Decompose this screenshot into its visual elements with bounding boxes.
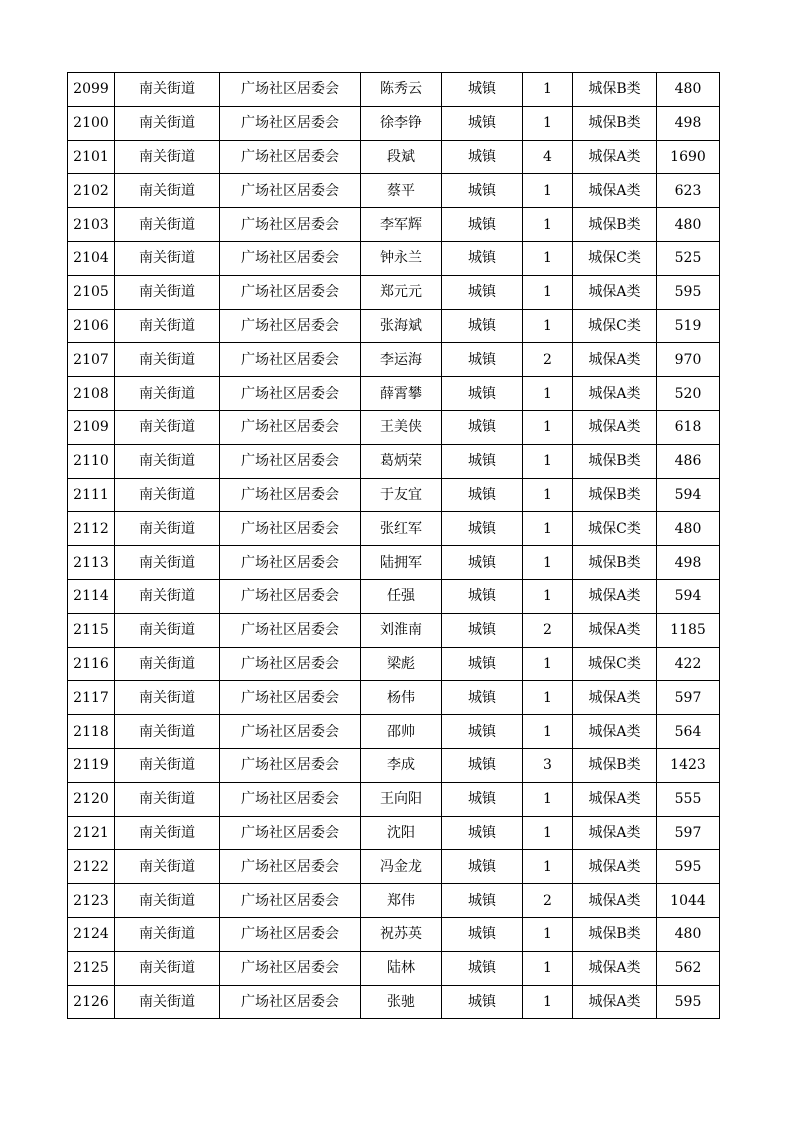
community-cell: 广场社区居委会 bbox=[220, 748, 361, 782]
community-cell: 广场社区居委会 bbox=[220, 140, 361, 174]
street-cell: 南关街道 bbox=[115, 275, 220, 309]
amount-cell: 520 bbox=[657, 377, 720, 411]
name-cell: 葛炳荣 bbox=[361, 444, 442, 478]
street-cell: 南关街道 bbox=[115, 985, 220, 1019]
household-count-cell: 1 bbox=[523, 309, 573, 343]
name-cell: 邵帅 bbox=[361, 715, 442, 749]
area-type-cell: 城镇 bbox=[442, 241, 523, 275]
community-cell: 广场社区居委会 bbox=[220, 275, 361, 309]
name-cell: 蔡平 bbox=[361, 174, 442, 208]
category-cell: 城保B类 bbox=[573, 478, 657, 512]
serial-cell: 2109 bbox=[68, 410, 115, 444]
name-cell: 陈秀云 bbox=[361, 73, 442, 107]
household-count-cell: 1 bbox=[523, 951, 573, 985]
household-count-cell: 1 bbox=[523, 444, 573, 478]
community-cell: 广场社区居委会 bbox=[220, 816, 361, 850]
area-type-cell: 城镇 bbox=[442, 850, 523, 884]
table-body bbox=[68, 73, 720, 1019]
amount-cell: 480 bbox=[657, 73, 720, 107]
category-cell: 城保A类 bbox=[573, 140, 657, 174]
street-cell: 南关街道 bbox=[115, 748, 220, 782]
category-cell: 城保A类 bbox=[573, 410, 657, 444]
community-cell: 广场社区居委会 bbox=[220, 850, 361, 884]
serial-cell: 2125 bbox=[68, 951, 115, 985]
category-cell: 城保A类 bbox=[573, 850, 657, 884]
area-type-cell: 城镇 bbox=[442, 613, 523, 647]
table-row bbox=[68, 917, 720, 951]
area-type-cell: 城镇 bbox=[442, 782, 523, 816]
household-count-cell: 1 bbox=[523, 275, 573, 309]
street-cell: 南关街道 bbox=[115, 715, 220, 749]
serial-cell: 2116 bbox=[68, 647, 115, 681]
street-cell: 南关街道 bbox=[115, 951, 220, 985]
table-row bbox=[68, 241, 720, 275]
area-type-cell: 城镇 bbox=[442, 73, 523, 107]
amount-cell: 480 bbox=[657, 512, 720, 546]
category-cell: 城保B类 bbox=[573, 208, 657, 242]
name-cell: 冯金龙 bbox=[361, 850, 442, 884]
community-cell: 广场社区居委会 bbox=[220, 377, 361, 411]
table-row bbox=[68, 275, 720, 309]
area-type-cell: 城镇 bbox=[442, 275, 523, 309]
name-cell: 沈阳 bbox=[361, 816, 442, 850]
serial-cell: 2121 bbox=[68, 816, 115, 850]
area-type-cell: 城镇 bbox=[442, 546, 523, 580]
street-cell: 南关街道 bbox=[115, 174, 220, 208]
area-type-cell: 城镇 bbox=[442, 410, 523, 444]
amount-cell: 594 bbox=[657, 579, 720, 613]
name-cell: 张驰 bbox=[361, 985, 442, 1019]
community-cell: 广场社区居委会 bbox=[220, 410, 361, 444]
category-cell: 城保A类 bbox=[573, 782, 657, 816]
amount-cell: 564 bbox=[657, 715, 720, 749]
area-type-cell: 城镇 bbox=[442, 512, 523, 546]
amount-cell: 525 bbox=[657, 241, 720, 275]
amount-cell: 498 bbox=[657, 106, 720, 140]
community-cell: 广场社区居委会 bbox=[220, 579, 361, 613]
category-cell: 城保A类 bbox=[573, 951, 657, 985]
category-cell: 城保A类 bbox=[573, 275, 657, 309]
amount-cell: 595 bbox=[657, 275, 720, 309]
household-count-cell: 1 bbox=[523, 816, 573, 850]
table-row bbox=[68, 444, 720, 478]
serial-cell: 2100 bbox=[68, 106, 115, 140]
serial-cell: 2123 bbox=[68, 884, 115, 918]
area-type-cell: 城镇 bbox=[442, 951, 523, 985]
amount-cell: 562 bbox=[657, 951, 720, 985]
street-cell: 南关街道 bbox=[115, 73, 220, 107]
name-cell: 祝苏英 bbox=[361, 917, 442, 951]
table-row bbox=[68, 410, 720, 444]
category-cell: 城保A类 bbox=[573, 174, 657, 208]
table-row bbox=[68, 985, 720, 1019]
area-type-cell: 城镇 bbox=[442, 208, 523, 242]
community-cell: 广场社区居委会 bbox=[220, 917, 361, 951]
street-cell: 南关街道 bbox=[115, 816, 220, 850]
serial-cell: 2099 bbox=[68, 73, 115, 107]
street-cell: 南关街道 bbox=[115, 647, 220, 681]
community-cell: 广场社区居委会 bbox=[220, 647, 361, 681]
serial-cell: 2124 bbox=[68, 917, 115, 951]
community-cell: 广场社区居委会 bbox=[220, 478, 361, 512]
community-cell: 广场社区居委会 bbox=[220, 715, 361, 749]
table-row bbox=[68, 748, 720, 782]
amount-cell: 594 bbox=[657, 478, 720, 512]
amount-cell: 555 bbox=[657, 782, 720, 816]
area-type-cell: 城镇 bbox=[442, 681, 523, 715]
area-type-cell: 城镇 bbox=[442, 715, 523, 749]
serial-cell: 2114 bbox=[68, 579, 115, 613]
category-cell: 城保C类 bbox=[573, 241, 657, 275]
table-row bbox=[68, 613, 720, 647]
street-cell: 南关街道 bbox=[115, 377, 220, 411]
area-type-cell: 城镇 bbox=[442, 309, 523, 343]
serial-cell: 2112 bbox=[68, 512, 115, 546]
amount-cell: 970 bbox=[657, 343, 720, 377]
serial-cell: 2110 bbox=[68, 444, 115, 478]
category-cell: 城保A类 bbox=[573, 377, 657, 411]
category-cell: 城保B类 bbox=[573, 444, 657, 478]
serial-cell: 2108 bbox=[68, 377, 115, 411]
category-cell: 城保B类 bbox=[573, 73, 657, 107]
table-row bbox=[68, 343, 720, 377]
table-row bbox=[68, 850, 720, 884]
table-row bbox=[68, 579, 720, 613]
community-cell: 广场社区居委会 bbox=[220, 613, 361, 647]
table-row bbox=[68, 174, 720, 208]
household-count-cell: 1 bbox=[523, 681, 573, 715]
area-type-cell: 城镇 bbox=[442, 647, 523, 681]
name-cell: 钟永兰 bbox=[361, 241, 442, 275]
household-count-cell: 3 bbox=[523, 748, 573, 782]
street-cell: 南关街道 bbox=[115, 478, 220, 512]
area-type-cell: 城镇 bbox=[442, 478, 523, 512]
street-cell: 南关街道 bbox=[115, 850, 220, 884]
table-row bbox=[68, 377, 720, 411]
table-row bbox=[68, 681, 720, 715]
household-count-cell: 1 bbox=[523, 647, 573, 681]
street-cell: 南关街道 bbox=[115, 410, 220, 444]
amount-cell: 486 bbox=[657, 444, 720, 478]
household-count-cell: 1 bbox=[523, 478, 573, 512]
table-row bbox=[68, 73, 720, 107]
serial-cell: 2107 bbox=[68, 343, 115, 377]
amount-cell: 422 bbox=[657, 647, 720, 681]
amount-cell: 623 bbox=[657, 174, 720, 208]
household-count-cell: 1 bbox=[523, 174, 573, 208]
street-cell: 南关街道 bbox=[115, 343, 220, 377]
name-cell: 郑伟 bbox=[361, 884, 442, 918]
amount-cell: 480 bbox=[657, 917, 720, 951]
category-cell: 城保A类 bbox=[573, 985, 657, 1019]
area-type-cell: 城镇 bbox=[442, 579, 523, 613]
household-count-cell: 1 bbox=[523, 917, 573, 951]
community-cell: 广场社区居委会 bbox=[220, 241, 361, 275]
category-cell: 城保C类 bbox=[573, 647, 657, 681]
street-cell: 南关街道 bbox=[115, 512, 220, 546]
household-count-cell: 4 bbox=[523, 140, 573, 174]
street-cell: 南关街道 bbox=[115, 579, 220, 613]
name-cell: 于友宜 bbox=[361, 478, 442, 512]
name-cell: 郑元元 bbox=[361, 275, 442, 309]
household-count-cell: 1 bbox=[523, 377, 573, 411]
category-cell: 城保A类 bbox=[573, 715, 657, 749]
household-count-cell: 1 bbox=[523, 546, 573, 580]
data-table bbox=[67, 72, 720, 1019]
table-row bbox=[68, 106, 720, 140]
table-row bbox=[68, 715, 720, 749]
community-cell: 广场社区居委会 bbox=[220, 343, 361, 377]
amount-cell: 595 bbox=[657, 985, 720, 1019]
category-cell: 城保C类 bbox=[573, 309, 657, 343]
household-count-cell: 2 bbox=[523, 884, 573, 918]
area-type-cell: 城镇 bbox=[442, 985, 523, 1019]
serial-cell: 2122 bbox=[68, 850, 115, 884]
serial-cell: 2101 bbox=[68, 140, 115, 174]
household-count-cell: 1 bbox=[523, 985, 573, 1019]
community-cell: 广场社区居委会 bbox=[220, 208, 361, 242]
table-row bbox=[68, 140, 720, 174]
table-row bbox=[68, 208, 720, 242]
street-cell: 南关街道 bbox=[115, 546, 220, 580]
household-count-cell: 2 bbox=[523, 613, 573, 647]
area-type-cell: 城镇 bbox=[442, 816, 523, 850]
area-type-cell: 城镇 bbox=[442, 174, 523, 208]
name-cell: 李军辉 bbox=[361, 208, 442, 242]
category-cell: 城保A类 bbox=[573, 884, 657, 918]
category-cell: 城保A类 bbox=[573, 816, 657, 850]
name-cell: 徐李铮 bbox=[361, 106, 442, 140]
category-cell: 城保A类 bbox=[573, 579, 657, 613]
name-cell: 李成 bbox=[361, 748, 442, 782]
amount-cell: 480 bbox=[657, 208, 720, 242]
table-row bbox=[68, 546, 720, 580]
amount-cell: 1423 bbox=[657, 748, 720, 782]
table-row bbox=[68, 647, 720, 681]
serial-cell: 2120 bbox=[68, 782, 115, 816]
name-cell: 杨伟 bbox=[361, 681, 442, 715]
amount-cell: 1044 bbox=[657, 884, 720, 918]
serial-cell: 2106 bbox=[68, 309, 115, 343]
name-cell: 王向阳 bbox=[361, 782, 442, 816]
table-row bbox=[68, 951, 720, 985]
amount-cell: 1690 bbox=[657, 140, 720, 174]
category-cell: 城保C类 bbox=[573, 512, 657, 546]
name-cell: 李运海 bbox=[361, 343, 442, 377]
amount-cell: 519 bbox=[657, 309, 720, 343]
amount-cell: 1185 bbox=[657, 613, 720, 647]
category-cell: 城保A类 bbox=[573, 681, 657, 715]
area-type-cell: 城镇 bbox=[442, 343, 523, 377]
street-cell: 南关街道 bbox=[115, 208, 220, 242]
household-count-cell: 1 bbox=[523, 850, 573, 884]
household-count-cell: 1 bbox=[523, 512, 573, 546]
name-cell: 张海斌 bbox=[361, 309, 442, 343]
serial-cell: 2115 bbox=[68, 613, 115, 647]
household-count-cell: 1 bbox=[523, 208, 573, 242]
street-cell: 南关街道 bbox=[115, 444, 220, 478]
amount-cell: 595 bbox=[657, 850, 720, 884]
area-type-cell: 城镇 bbox=[442, 884, 523, 918]
name-cell: 段斌 bbox=[361, 140, 442, 174]
name-cell: 梁彪 bbox=[361, 647, 442, 681]
area-type-cell: 城镇 bbox=[442, 444, 523, 478]
category-cell: 城保B类 bbox=[573, 748, 657, 782]
street-cell: 南关街道 bbox=[115, 613, 220, 647]
street-cell: 南关街道 bbox=[115, 106, 220, 140]
area-type-cell: 城镇 bbox=[442, 106, 523, 140]
name-cell: 张红军 bbox=[361, 512, 442, 546]
table-row bbox=[68, 512, 720, 546]
serial-cell: 2111 bbox=[68, 478, 115, 512]
table-row bbox=[68, 309, 720, 343]
street-cell: 南关街道 bbox=[115, 917, 220, 951]
name-cell: 刘淮南 bbox=[361, 613, 442, 647]
area-type-cell: 城镇 bbox=[442, 748, 523, 782]
table-row bbox=[68, 816, 720, 850]
street-cell: 南关街道 bbox=[115, 884, 220, 918]
serial-cell: 2103 bbox=[68, 208, 115, 242]
category-cell: 城保B类 bbox=[573, 106, 657, 140]
name-cell: 陆林 bbox=[361, 951, 442, 985]
street-cell: 南关街道 bbox=[115, 681, 220, 715]
name-cell: 任强 bbox=[361, 579, 442, 613]
serial-cell: 2104 bbox=[68, 241, 115, 275]
serial-cell: 2102 bbox=[68, 174, 115, 208]
household-count-cell: 2 bbox=[523, 343, 573, 377]
community-cell: 广场社区居委会 bbox=[220, 444, 361, 478]
amount-cell: 618 bbox=[657, 410, 720, 444]
amount-cell: 597 bbox=[657, 681, 720, 715]
area-type-cell: 城镇 bbox=[442, 140, 523, 174]
household-count-cell: 1 bbox=[523, 73, 573, 107]
serial-cell: 2105 bbox=[68, 275, 115, 309]
serial-cell: 2119 bbox=[68, 748, 115, 782]
serial-cell: 2113 bbox=[68, 546, 115, 580]
street-cell: 南关街道 bbox=[115, 140, 220, 174]
community-cell: 广场社区居委会 bbox=[220, 73, 361, 107]
street-cell: 南关街道 bbox=[115, 782, 220, 816]
community-cell: 广场社区居委会 bbox=[220, 309, 361, 343]
community-cell: 广场社区居委会 bbox=[220, 106, 361, 140]
table-row bbox=[68, 782, 720, 816]
community-cell: 广场社区居委会 bbox=[220, 512, 361, 546]
area-type-cell: 城镇 bbox=[442, 377, 523, 411]
category-cell: 城保B类 bbox=[573, 917, 657, 951]
household-count-cell: 1 bbox=[523, 410, 573, 444]
community-cell: 广场社区居委会 bbox=[220, 546, 361, 580]
category-cell: 城保A类 bbox=[573, 613, 657, 647]
household-count-cell: 1 bbox=[523, 579, 573, 613]
street-cell: 南关街道 bbox=[115, 309, 220, 343]
table-row bbox=[68, 884, 720, 918]
community-cell: 广场社区居委会 bbox=[220, 951, 361, 985]
household-count-cell: 1 bbox=[523, 782, 573, 816]
community-cell: 广场社区居委会 bbox=[220, 782, 361, 816]
area-type-cell: 城镇 bbox=[442, 917, 523, 951]
category-cell: 城保B类 bbox=[573, 546, 657, 580]
table-row bbox=[68, 478, 720, 512]
name-cell: 王美侠 bbox=[361, 410, 442, 444]
category-cell: 城保A类 bbox=[573, 343, 657, 377]
household-count-cell: 1 bbox=[523, 715, 573, 749]
serial-cell: 2118 bbox=[68, 715, 115, 749]
serial-cell: 2117 bbox=[68, 681, 115, 715]
community-cell: 广场社区居委会 bbox=[220, 681, 361, 715]
street-cell: 南关街道 bbox=[115, 241, 220, 275]
community-cell: 广场社区居委会 bbox=[220, 174, 361, 208]
community-cell: 广场社区居委会 bbox=[220, 985, 361, 1019]
serial-cell: 2126 bbox=[68, 985, 115, 1019]
name-cell: 陆拥军 bbox=[361, 546, 442, 580]
household-count-cell: 1 bbox=[523, 106, 573, 140]
community-cell: 广场社区居委会 bbox=[220, 884, 361, 918]
household-count-cell: 1 bbox=[523, 241, 573, 275]
amount-cell: 597 bbox=[657, 816, 720, 850]
amount-cell: 498 bbox=[657, 546, 720, 580]
name-cell: 薛霄攀 bbox=[361, 377, 442, 411]
